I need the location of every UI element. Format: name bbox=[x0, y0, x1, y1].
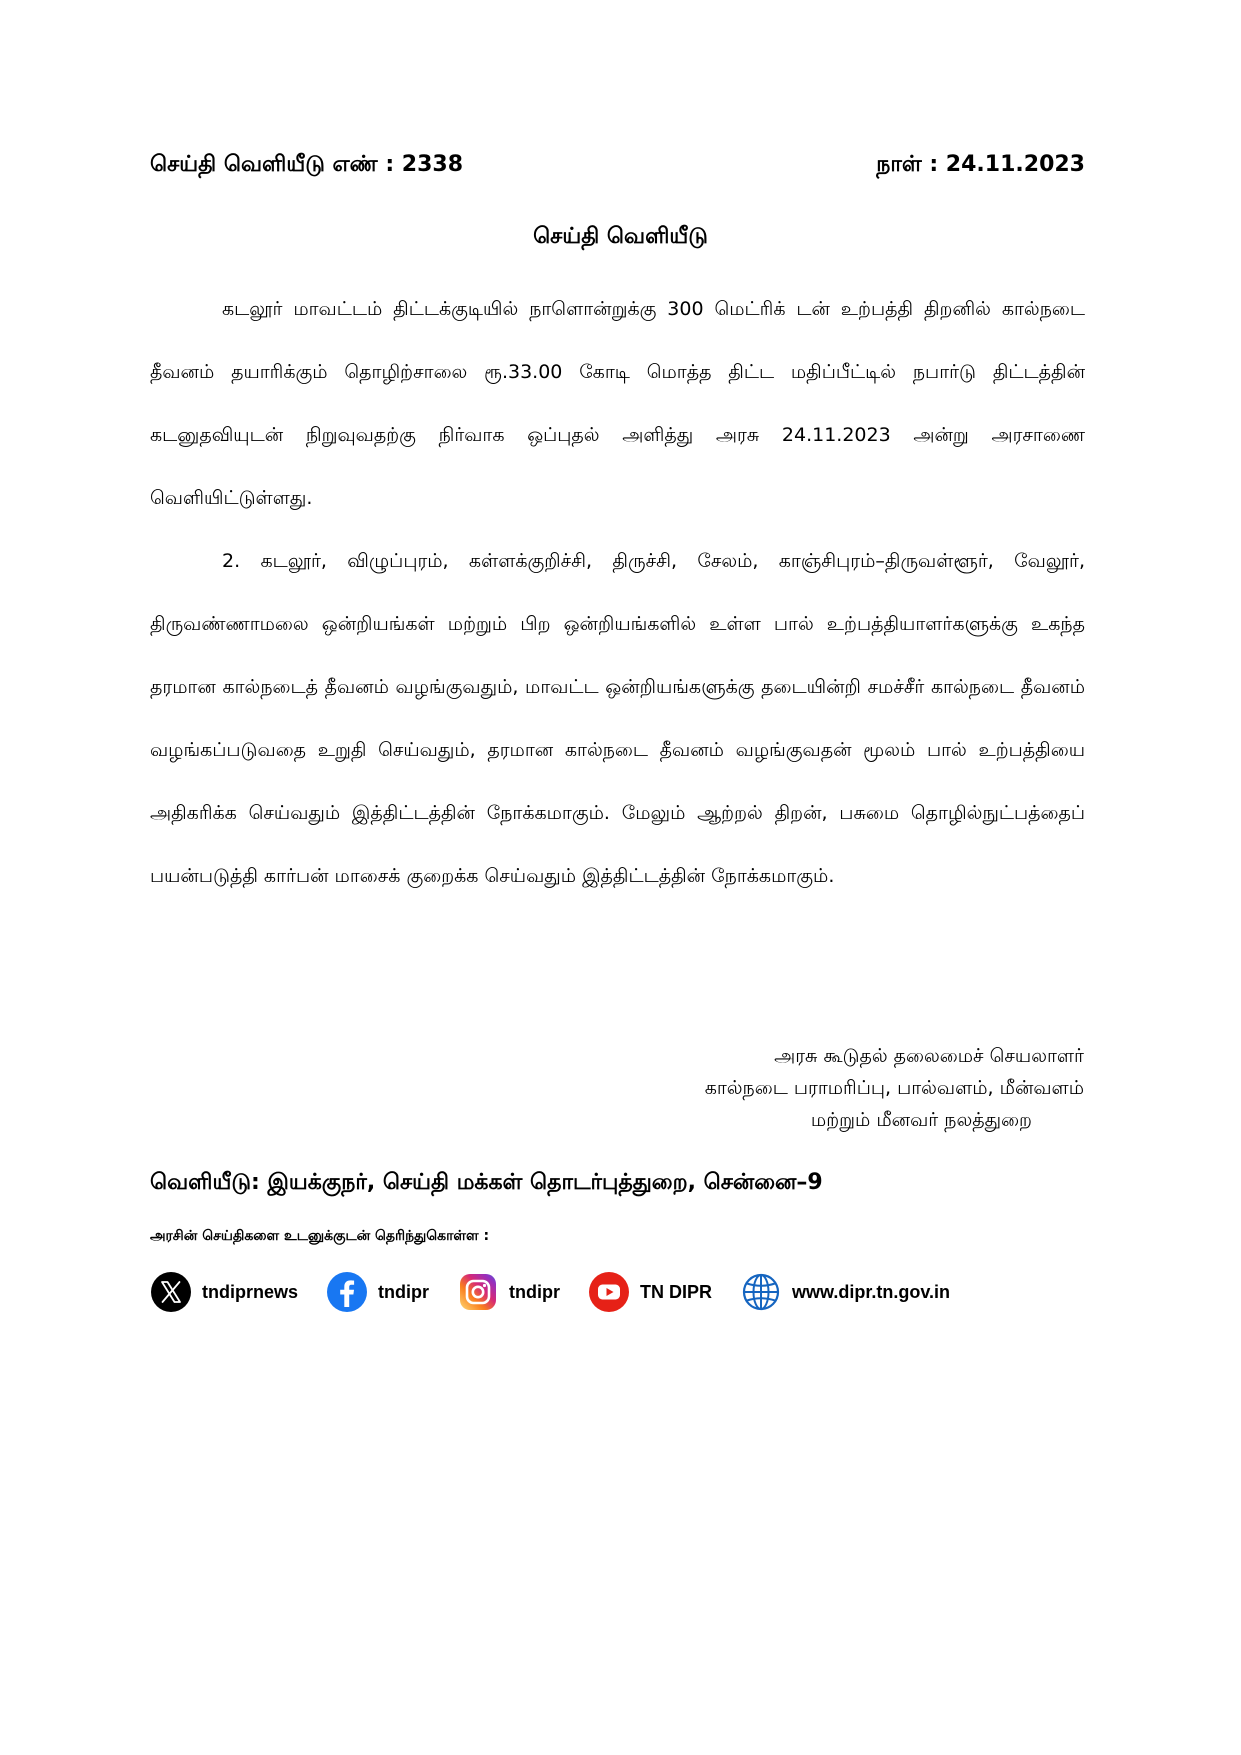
social-link-website[interactable] bbox=[740, 1271, 950, 1313]
instagram-icon bbox=[457, 1271, 499, 1313]
facebook-icon bbox=[326, 1271, 368, 1313]
social-link-instagram[interactable] bbox=[457, 1271, 560, 1313]
social-label-x: tndiprnews bbox=[202, 1281, 299, 1302]
x-icon bbox=[150, 1271, 192, 1313]
follow-text: அரசின் செய்திகளை உடனுக்குடன் தெரிந்துகொள்ள : bbox=[150, 1228, 490, 1244]
social-label-instagram: tndipr bbox=[509, 1281, 561, 1302]
social-link-facebook[interactable] bbox=[326, 1271, 429, 1313]
body-text bbox=[150, 278, 1085, 908]
document-title: செய்தி வெளியீடு bbox=[533, 224, 708, 249]
social-label-youtube: TN DIPR bbox=[640, 1281, 713, 1302]
social-links bbox=[150, 1268, 978, 1316]
youtube-icon bbox=[588, 1271, 630, 1313]
header-row bbox=[150, 152, 1085, 180]
release-date: நாள் : 24.11.2023 bbox=[876, 152, 1085, 177]
signature-line-2: கால்நடை பராமரிப்பு, பால்வளம், மீன்வளம் bbox=[704, 1077, 1084, 1099]
paragraph-1: கடலூர் மாவட்டம் திட்டக்குடியில் நாளொன்றுக்கு 300 மெட்ரிக் டன் உற்பத்தி திறனில் கால்நடை தீவனம் தயாரிக்கும் தொழிற்சாலை ரூ.33.00 கோடி மொத்த திட்ட மதிப்பீட்டில் நபார்டு திட்டத்தின் கடனுதவியுடன் நிறுவுவதற்கு நிர்வாக ஒப்புதல் அளித்து அரசு 24.11.2023 அன்று அரசாணை வெளியிட்டுள்ளது. bbox=[150, 298, 1085, 509]
paragraph-2: 2. கடலூர், விழுப்புரம், கள்ளக்குறிச்சி, திருச்சி, சேலம், காஞ்சிபுரம்–திருவள்ளூர், வேலூர், திருவண்ணாமலை ஒன்றியங்கள் மற்றும் பிற ஒன்றியங்களில் உள்ள பால் உற்பத்தியாளர்களுக்கு உகந்த தரமான கால்நடைத் தீவனம் வழங்குவதும், மாவட்ட ஒன்றியங்களுக்கு தடையின்றி சமச்சீர் கால்நடை தீவனம் வழங்கப்படுவதை உறுதி செய்வதும், தரமான கால்நடை தீவனம் வழங்குவதன் மூலம் பால் உற்பத்தியை அதிகரிக்க செய்வதும் இத்திட்டத்தின் நோக்கமாகும். மேலும் ஆற்றல் திறன், பசுமை தொழில்நுட்பத்தைப் பயன்படுத்தி கார்பன் மாசைக் குறைக்க செய்வதும் இத்திட்டத்தின் நோக்கமாகும். bbox=[150, 550, 1085, 887]
release-by-line: வெளியீடு: இயக்குநர், செய்தி மக்கள் தொடர்புத்துறை, சென்னை–9 bbox=[150, 1170, 823, 1195]
globe-icon bbox=[740, 1271, 782, 1313]
social-link-x[interactable] bbox=[150, 1271, 298, 1313]
signature-line-1: அரசு கூடுதல் தலைமைச் செயலாளர் bbox=[774, 1045, 1084, 1067]
social-link-youtube[interactable] bbox=[588, 1271, 712, 1313]
signature-line-3: மற்றும் மீனவர் நலத்துறை bbox=[810, 1109, 1032, 1131]
signature-block bbox=[564, 1040, 1084, 1136]
social-label-facebook: tndipr bbox=[378, 1281, 430, 1302]
release-number: செய்தி வெளியீடு எண் : 2338 bbox=[150, 152, 464, 177]
social-label-website: www.dipr.tn.gov.in bbox=[792, 1281, 951, 1302]
